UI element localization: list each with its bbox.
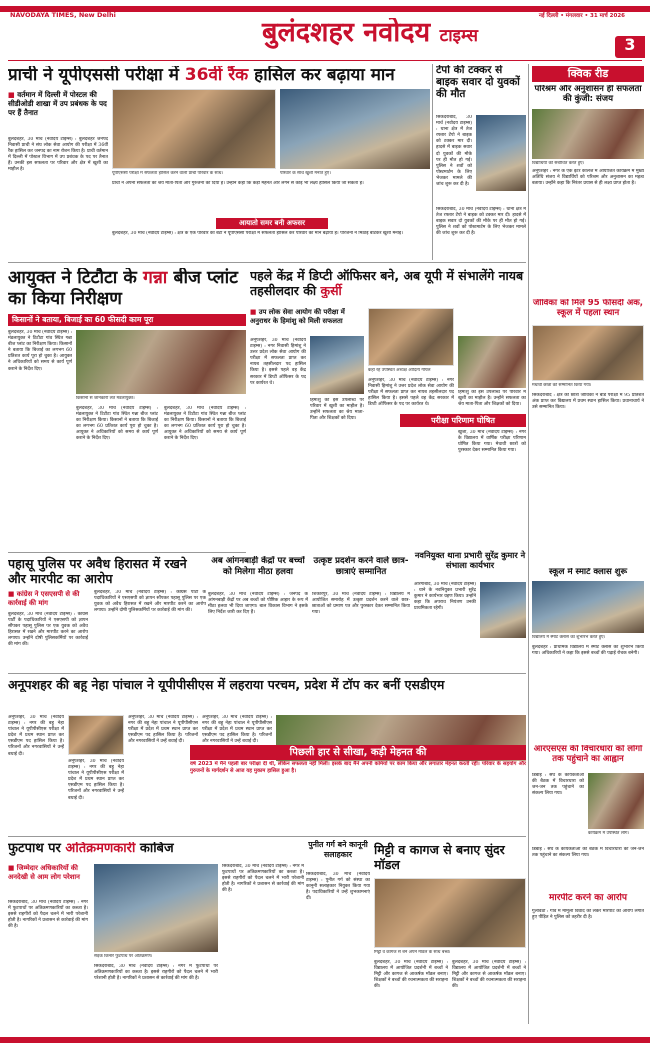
smart-class-body [532, 645, 644, 741]
neha-photo [68, 715, 124, 755]
lead-headline-a: प्राची ने यूपीएससी परीक्षा में [8, 66, 179, 85]
col-rule [528, 64, 529, 1024]
encroach-headline-c: काबिज [139, 842, 174, 856]
newpost-headline: नवनियुक्त थाना प्रभारी सुरेंद्र कुमार ने संभाला कार्यभार [414, 550, 526, 570]
deputy-story [250, 264, 526, 464]
encroach-body-text: सिकंदराबाद, 30 मार्च (नवोदय टाइम्स) : नगर में फुटपाथों पर अतिक्रमणकारियों का कब्जा है। इससे राहगीरों को पैदल चलने में भारी परेशानी होती है। नागरिकों ने प्रशासन से कार्रवाई की मांग की है। [8, 900, 88, 930]
merit-story [312, 554, 410, 672]
lead-headline-c: हासिल कर बढ़ाया मान [254, 66, 395, 85]
lead-photo-family [280, 89, 430, 169]
sugar-story [8, 264, 246, 552]
encroach-story [8, 838, 304, 1033]
jivika-caption: मेधावी छात्रों को सम्मानित किया गया। [532, 383, 592, 388]
clay-headline: मिट्टी व कागज से बनाए सुंदर मॉडल [374, 842, 505, 872]
bike-body-left [436, 115, 472, 205]
strip-title: आयातो समर बनी अफसर [216, 218, 328, 229]
bike-photo [476, 115, 526, 191]
neha-body-text-3: अनूपशहर, 30 मार्च (नवोदय टाइम्स) : नगर की बहू नेहा पांचाल ने यूपीपीसीएस परीक्षा में प्रदेश में प्रथम स्थान प्राप्त कर एसडीएम पद हासिल किया है। परिजनों और नगरवासियों ने उन्हें बधाई दी। [128, 715, 198, 745]
smart-class-body-text: बुलंदशहर : प्राथमिक विद्यालय में स्मार्ट क्लास का शुभारंभ किया गया। अधिकारियों ने कहा कि इससे बच्चों की पढ़ाई रोचक बनेगी। [532, 645, 644, 657]
jivika-photo [532, 325, 644, 381]
lead-body-text: बुलंदशहर, 30 मार्च (नवोदय टाइम्स) : बुलंदशहर जनपद निवासी प्राची ने संघ लोक सेवा आयोग की परीक्षा में 36वीं रैंक हासिल कर जनपद का नाम रोशन किया है। प्राची वर्तमान में दिल्ली में पोस्टल विभाग में उप प्रबंधक के पद पर तैनात हैं। उनकी इस सफलता पर परिवार और क्षेत्र में खुशी का माहौल है। [8, 137, 108, 173]
sugar-deck: किसानों ने बताया, बिजाई का 60 फीसदी काम पूरा [8, 314, 246, 326]
encroach-photo [94, 864, 218, 952]
section-rule [8, 552, 246, 553]
smart-class-photo [532, 581, 644, 633]
bike-body-text: सिकंदराबाद, 30 मार्च (नवोदय टाइम्स) : थाना क्षेत्र में तेज रफ्तार टेंपो ने बाइक को टक्कर मार दी। हादसे में बाइक सवार दो युवकों की मौके पर ही मौत हो गई। पुलिस ने शवों को पोस्टमार्टम के लिए भेजकर मामले की जांच शुरू कर दी है। [436, 115, 472, 188]
quick-read-body-text: अनूपशहर : नगर के एक इंटर कॉलेज में आयोजित कार्यक्रम में मुख्य अतिथि संजय ने विद्यार्थियों को परिश्रम और अनुशासन का महत्व बताया। उन्होंने कहा कि निरंतर प्रयास से ही लक्ष्य प्राप्त होता है। [532, 169, 644, 187]
encroach-body-text-2: सिकंदराबाद, 30 मार्च (नवोदय टाइम्स) : नगर में फुटपाथों पर अतिक्रमणकारियों का कब्जा है। इससे राहगीरों को पैदल चलने में भारी परेशानी होती है। नागरिकों ने प्रशासन से कार्रवाई की मांग की है। [94, 964, 218, 982]
section-rule [8, 262, 526, 263]
quick-read-tag: क्विक रीड [532, 66, 644, 82]
police-body-text-2: बुलंदशहर, 30 मार्च (नवोदय टाइम्स) : कांग्रेस पार्टी के पदाधिकारियों ने एसएसपी को ज्ञापन सौंपकर पहासू पुलिस पर एक युवक को अवैध हिरासत में रखने और मारपीट करने का आरोप लगाया। उन्होंने दोषी पुलिसकर्मियों पर कार्रवाई की मांग की। [94, 590, 206, 614]
clay-body-col1 [374, 960, 448, 1032]
footer-band [0, 1037, 650, 1043]
sugar-headline-b: गन्ना [142, 268, 168, 288]
newpost-body [414, 582, 476, 672]
encroach-body-col3 [222, 864, 304, 1030]
assault-body-text: गुलावठी : गांव में मामूली विवाद को लेकर मारपीट का आरोप लगाते हुए पीड़ित ने पुलिस को तहरीर दी है। [532, 909, 644, 921]
deputy-headline-a: पहले केंद्र में डिप्टी ऑफिसर बने, अब यूपी में संभालेंगे नायब तहसीलदार की [250, 268, 524, 298]
date-line: नई दिल्ली • मंगलवार • 31 मार्च 2026 [538, 13, 625, 19]
deputy-deck: ■ उप लोक सेवा आयोग की परीक्षा में अनुराधर के हिमांशु को मिली सफलता [250, 308, 345, 325]
encroach-deck: ■ जिम्मेदार अधिकारियों की अनदेखी से आम लोग परेशान [8, 864, 80, 881]
deputy-body-col2 [310, 398, 364, 450]
lead-deck-text: वर्तमान में दिल्ली में पोस्टल की सीडीओडी शाखा में उप प्रबंधक के पद पर हैं तैनात [8, 90, 107, 117]
bike-body-text-2: सिकंदराबाद, 30 मार्च (नवोदय टाइम्स) : थाना क्षेत्र में तेज रफ्तार टेंपो ने बाइक को टक्कर मार दी। हादसे में बाइक सवार दो युवकों की मौके पर ही मौत हो गई। पुलिस ने शवों को पोस्टमार्टम के लिए भेजकर मामले की जांच शुरू कर दी है। [436, 207, 526, 237]
bike-story [436, 63, 526, 261]
result-headline: परीक्षा परिणाम घोषित [400, 414, 526, 427]
lead-body2-text: प्राची ने अपनी सफलता का श्रेय माता-पिता और गुरुजनों को दिया है। उन्होंने कहा कि कड़ी मेहनत और लगन से कोई भी लक्ष्य हासिल किया जा सकता है। [112, 181, 364, 186]
assault-body [532, 909, 644, 1029]
rss-caption: कार्यक्रम में उपस्थित लोग। [588, 831, 630, 836]
rss-body-text: डिबाई : संघ के कार्यकर्ताओं की बैठक में विचारधारा को जन-जन तक पहुंचाने का संकल्प लिया गया। [532, 773, 584, 797]
col-rule [432, 64, 433, 260]
banner-headline: पिछली हार से सीखा, कड़ी मेहनत की [190, 745, 526, 760]
encroach-body-text-3: सिकंदराबाद, 30 मार्च (नवोदय टाइम्स) : नगर में फुटपाथों पर अतिक्रमणकारियों का कब्जा है। इससे राहगीरों को पैदल चलने में भारी परेशानी होती है। नागरिकों ने प्रशासन से कार्रवाई की मांग की है। [222, 864, 304, 894]
police-body-text: बुलंदशहर, 30 मार्च (नवोदय टाइम्स) : कांग्रेस पार्टी के पदाधिकारियों ने एसएसपी को ज्ञापन सौंपकर पहासू पुलिस पर एक युवक को अवैध हिरासत में रखने और मारपीट करने का आरोप लगाया। उन्होंने दोषी पुलिसकर्मियों पर कार्रवाई की मांग की। [8, 612, 88, 648]
sugar-body-text-2: बुलंदशहर, 30 मार्च (नवोदय टाइम्स) : मंडलायुक्त ने टिटौटा गांव स्थित गन्ना बीज प्लांट का निरीक्षण किया। किसानों ने बताया कि बिजाई का लगभग 60 प्रतिशत कार्य पूरा हो चुका है। आयुक्त ने अधिकारियों को समय से कार्य पूर्ण कराने के निर्देश दिए। [76, 406, 158, 442]
edition-label: NAVODAYA TIMES, New Delhi [10, 11, 116, 19]
deputy-body-text: अनूपशहर, 30 मार्च (नवोदय टाइम्स) : नगर निवासी हिमांशु ने उत्तर प्रदेश लोक सेवा आयोग की परीक्षा में सफलता प्राप्त कर नायब तहसीलदार पद हासिल किया है। इससे पहले वह केंद्र सरकार में डिप्टी ऑफिसर के पद पर कार्यरत थे। [250, 338, 306, 386]
sugar-body-text-3: बुलंदशहर, 30 मार्च (नवोदय टाइम्स) : मंडलायुक्त ने टिटौटा गांव स्थित गन्ना बीज प्लांट का निरीक्षण किया। किसानों ने बताया कि बिजाई का लगभग 60 प्रतिशत कार्य पूरा हो चुका है। आयुक्त ने अधिकारियों को समय से कार्य पूर्ण कराने के निर्देश दिए। [164, 406, 246, 442]
clay-body-col2 [452, 960, 526, 1032]
merit-body [312, 592, 410, 672]
newpost-story [414, 548, 526, 672]
quick-read-column [532, 63, 644, 1033]
quick-read-headline: परिश्रम और अनुशासन ही सफलता की कुंजी: संजय [534, 85, 642, 104]
deputy-headline [250, 268, 526, 298]
result-body-text: खुर्जा, 30 मार्च (नवोदय टाइम्स) : नगर के विद्यालय में वार्षिक परीक्षा परिणाम घोषित किया गया। मेधावी छात्रों को पुरस्कार देकर सम्मानित किया गया। [458, 430, 526, 454]
strip-body-text: बुलंदशहर, 30 मार्च (नवोदय टाइम्स) : क्षेत्र के एक परिवार की बेटी ने यूपीएससी परीक्षा में सफलता हासिल कर परिवार का मान बढ़ाया है। परिजनों ने मिठाई बांटकर खुशी मनाई। [112, 231, 403, 236]
deputy-deck-text: उप लोक सेवा आयोग की परीक्षा में अनुराधर के हिमांशु को मिली सफलता [250, 308, 345, 325]
banner-body: वर्ष 2023 में मैंने पहली बार परीक्षा दी थी, लेकिन सफलता नहीं मिली। इसके बाद मैंने अपनी कमियों पर काम किया और लगातार मेहनत करती रही। परिवार के सहयोग और गुरुजनों के मार्गदर्शन से आज यह मुकाम हासिल हुआ है। [190, 761, 526, 799]
encroach-headline [8, 842, 304, 857]
masthead-title-main: बुलंदशहर नवोदय [262, 18, 431, 48]
jivika-body-text: सिकंदराबाद : क्षेत्र की छात्रा जीविका ने बोर्ड परीक्षा में 95 प्रतिशत अंक प्राप्त कर विद्यालय में प्रथम स्थान हासिल किया। प्रधानाचार्य ने उसे सम्मानित किया। [532, 393, 644, 411]
bike-headline: टेंपो की टक्कर से बाइक सवार दो युवकों की मौत [436, 65, 520, 100]
clay-body-text: बुलंदशहर, 30 मार्च (नवोदय टाइम्स) : विद्यालय में आयोजित प्रदर्शनी में बच्चों ने मिट्टी और कागज से आकर्षक मॉडल बनाए। शिक्षकों ने बच्चों की रचनात्मकता की सराहना की। [374, 960, 448, 990]
neha-body-text-2: अनूपशहर, 30 मार्च (नवोदय टाइम्स) : नगर की बहू नेहा पांचाल ने यूपीपीसीएस परीक्षा में प्रदेश में प्रथम स्थान प्राप्त कर एसडीएम पद हासिल किया है। परिजनों और नगरवासियों ने उन्हें बधाई दी। [68, 759, 124, 801]
quick-read-caption: विद्यार्थियों को संबोधित करते हुए। [532, 161, 585, 166]
deputy-body2-text: हिमांशु की इस उपलब्धि पर परिवार में खुशी का माहौल है। उन्होंने सफलता का श्रेय माता-पिता और शिक्षकों को दिया। [310, 398, 364, 422]
sugar-headline-c: बीज प्लांट का किया निरीक्षण [8, 268, 238, 309]
quick-read-photo [532, 109, 644, 159]
deputy-photo-ceremony [368, 308, 454, 366]
result-photo [458, 336, 526, 388]
strip-body [112, 231, 430, 259]
lead-body-continued [112, 181, 430, 215]
neha-headline: अनूपशहर की बहू नेहा पांचाल ने यूपीपीसीएस में लहराया परचम, प्रदेश में टॉप कर बनीं एसडीएम [8, 677, 445, 692]
quick-read-body [532, 169, 644, 295]
police-story [8, 554, 206, 672]
assault-headline: मारपीट करने का आरोप [549, 893, 627, 903]
lead-photo-main [112, 89, 276, 169]
newpost-body-text: औरंगाबाद, 30 मार्च (नवोदय टाइम्स) : थाने के नवनियुक्त प्रभारी सुरेंद्र कुमार ने कार्यभार ग्रहण किया। उन्होंने कहा कि अपराध नियंत्रण उनकी प्राथमिकता रहेगी। [414, 582, 476, 612]
jivika-body [532, 393, 644, 473]
sugar-body-col3 [164, 406, 246, 452]
page-number: 3 [615, 36, 645, 58]
lead-headline-rank: 36वीं रैंक [184, 66, 249, 85]
lead-body [8, 137, 108, 237]
encroach-headline-b: अतिक्रमणकारी [65, 842, 136, 856]
rss-body [532, 773, 584, 843]
jivika-headline: जीविका को मिले 95 फीसदी अंक, स्कूल में पहला स्थान [532, 299, 644, 318]
sugar-body-col2 [76, 406, 158, 452]
section-rule [8, 836, 526, 837]
result-body [458, 430, 526, 464]
masthead-title-sub: टाइम्स [439, 26, 478, 46]
encroach-deck-text: जिम्मेदार अधिकारियों की अनदेखी से आम लोग परेशान [8, 864, 80, 881]
clay-photo [374, 878, 526, 948]
deputy-headline-b: कुर्सी [320, 283, 342, 298]
merit-headline: उत्कृष्ट प्रदर्शन करने वाले छात्र-छात्राएं सम्मानित [313, 556, 409, 577]
puneet-body-text: सिकंदराबाद, 30 मार्च (नवोदय टाइम्स) : पुनीत गर्ग को संस्था का कानूनी सलाहकार नियुक्त किया गया है। पदाधिकारियों ने उन्हें शुभकामनाएं दीं। [306, 872, 370, 902]
merit-body-text: शिकारपुर, 30 मार्च (नवोदय टाइम्स) : विद्यालय में आयोजित समारोह में उत्कृष्ट प्रदर्शन करने वाले छात्र-छात्राओं को प्रमाण पत्र और पुरस्कार देकर सम्मानित किया गया। [312, 592, 410, 616]
sugar-body-col1 [8, 330, 72, 450]
encroach-headline-a: फुटपाथ पर [8, 842, 61, 856]
police-deck: ■ कांग्रेस ने एसएसपी से की कार्रवाई की मांग [8, 590, 80, 607]
rss-body-text-2: डिबाई : संघ के कार्यकर्ताओं की बैठक में विचारधारा को जन-जन तक पहुंचाने का संकल्प लिया गया। [532, 847, 644, 859]
puneet-story [306, 838, 370, 1033]
deputy-caption: कहाँ रहे उपस्थित अध्यक्ष आदित्य गोयल [368, 368, 431, 373]
clay-story [374, 838, 526, 1033]
deputy-body-col1 [250, 338, 306, 450]
deputy-body-col4 [458, 390, 526, 412]
neha-body-col2 [68, 759, 124, 805]
neha-body-text: अनूपशहर, 30 मार्च (नवोदय टाइम्स) : नगर की बहू नेहा पांचाल ने यूपीपीसीएस परीक्षा में प्रदेश में प्रथम स्थान प्राप्त कर एसडीएम पद हासिल किया है। परिजनों और नगरवासियों ने उन्हें बधाई दी। [8, 715, 64, 757]
smart-class-headline: स्कूल में स्मार्ट क्लास शुरू [548, 568, 628, 577]
deputy-photo [310, 336, 364, 394]
clay-body-text-2: बुलंदशहर, 30 मार्च (नवोदय टाइम्स) : विद्यालय में आयोजित प्रदर्शनी में बच्चों ने मिट्टी और कागज से आकर्षक मॉडल बनाए। शिक्षकों ने बच्चों की रचनात्मकता की सराहना की। [452, 960, 526, 990]
clay-caption: मिट्टी व कागज से बने अपने मॉडल के साथ बच्चे। [374, 950, 451, 955]
lead-headline [8, 66, 430, 85]
newpost-photo [480, 582, 526, 638]
lead-caption-family: परिवार के साथ खुशी मनाते हुए। [280, 171, 331, 176]
neha-body-text-4: अनूपशहर, 30 मार्च (नवोदय टाइम्स) : नगर की बहू नेहा पांचाल ने यूपीपीसीएस परीक्षा में प्रदेश में प्रथम स्थान प्राप्त कर एसडीएम पद हासिल किया है। परिजनों और नगरवासियों ने उन्हें बधाई दी। [202, 715, 272, 745]
lead-caption-main: यूपीएससी परीक्षा में सफलता हासिल करने वाली प्राची परिवार के साथ। [112, 171, 224, 176]
sugar-headline [8, 268, 246, 310]
rss-photo [588, 773, 644, 829]
lead-story [8, 63, 430, 261]
bike-body-lower [436, 207, 526, 261]
neha-body-col1 [8, 715, 64, 805]
police-body-col2 [94, 590, 206, 672]
police-deck-text: कांग्रेस ने एसएसपी से की कार्रवाई की मांग [8, 590, 80, 607]
masthead-rule [8, 60, 642, 61]
rss-headline: आरएसएस की विचारधारा को लोगों तक पहुंचाने का आह्वान [533, 745, 643, 764]
rss-body-continued [532, 847, 644, 887]
masthead [0, 0, 650, 62]
quote-banner [190, 745, 526, 799]
deputy-body2-text-2: हिमांशु की इस उपलब्धि पर परिवार में खुशी का माहौल है। उन्होंने सफलता का श्रेय माता-पिता और शिक्षकों को दिया। [458, 390, 526, 408]
encroach-body-col1 [8, 900, 88, 1030]
encroach-body-col2 [94, 964, 218, 1030]
aanganwadi-headline: अब आंगनबाड़ी केंद्रों पर बच्चों को मिलेगा मीठा हलवा [211, 556, 305, 577]
encroach-caption: सड़क किनारे फुटपाथ पर अतिक्रमण। [94, 954, 153, 959]
masthead-title [180, 18, 560, 58]
puneet-headline: पुनीत गर्ग बने कानूनी सलाहकार [308, 840, 368, 859]
lead-deck: ■ वर्तमान में दिल्ली में पोस्टल की सीडीओडी शाखा में उप प्रबंधक के पद पर हैं तैनात [8, 90, 107, 117]
sugar-caption: किसानों से जानकारी लेते मंडलायुक्त। [76, 396, 135, 401]
neha-body-col3 [128, 715, 198, 805]
section-rule [8, 673, 526, 674]
aanganwadi-body [208, 592, 308, 672]
sugar-headline-a: आयुक्त ने टिटौटा के [8, 268, 137, 288]
puneet-body [306, 872, 370, 1032]
sugar-photo [76, 330, 246, 394]
deputy-body-text-3: अनूपशहर, 30 मार्च (नवोदय टाइम्स) : नगर निवासी हिमांशु ने उत्तर प्रदेश लोक सेवा आयोग की परीक्षा में सफलता प्राप्त कर नायब तहसीलदार पद हासिल किया है। इससे पहले वह केंद्र सरकार में डिप्टी ऑफिसर के पद पर कार्यरत थे। [368, 378, 454, 408]
sugar-body-text: बुलंदशहर, 30 मार्च (नवोदय टाइम्स) : मंडलायुक्त ने टिटौटा गांव स्थित गन्ना बीज प्लांट का निरीक्षण किया। किसानों ने बताया कि बिजाई का लगभग 60 प्रतिशत कार्य पूरा हो चुका है। आयुक्त ने अधिकारियों को समय से कार्य पूर्ण कराने के निर्देश दिए। [8, 330, 72, 372]
aanganwadi-story [208, 554, 308, 672]
smart-class-caption: विद्यालय में स्मार्ट क्लास का शुभारंभ करते हुए। [532, 635, 606, 640]
police-body-col1 [8, 612, 88, 672]
aanganwadi-body-text: बुलंदशहर, 30 मार्च (नवोदय टाइम्स) : जनपद के आंगनबाड़ी केंद्रों पर अब बच्चों को पौष्टिक आहार के रूप में मीठा हलवा भी दिया जाएगा। बाल विकास विभाग ने इसके लिए निर्देश जारी कर दिए हैं। [208, 592, 308, 616]
police-headline: पहासू पुलिस पर अवैध हिरासत में रखने और मारपीट का आरोप [8, 556, 187, 586]
